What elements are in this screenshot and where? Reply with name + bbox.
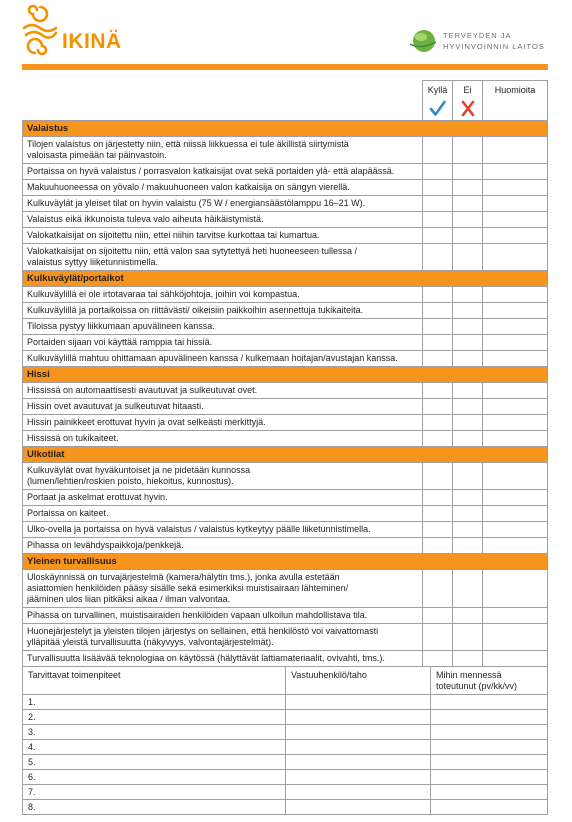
checklist-item-text: Portaissa on hyvä valaistus / porrasvalon katkaisijat ovat sekä portaiden ylä- että alapäässä. <box>23 164 423 180</box>
no-answer-cell <box>453 463 483 490</box>
checklist-item-text: Portaiden sijaan voi käyttää ramppia tai hissiä. <box>23 335 423 351</box>
no-answer-cell <box>453 608 483 624</box>
action-number: 1. <box>23 695 286 710</box>
yes-answer-cell <box>423 415 453 431</box>
notes-cell <box>483 351 548 367</box>
notes-cell <box>483 415 548 431</box>
yes-answer-cell <box>423 164 453 180</box>
checklist-item-row <box>23 196 548 212</box>
checklist-item-row <box>23 415 548 431</box>
notes-cell <box>483 570 548 608</box>
deadline-cell <box>431 785 548 800</box>
checklist-item-text: Kulkuväylillä ei ole irtotavaraa tai sähköjohtoja, joihin voi kompastua. <box>23 287 423 303</box>
checklist-item-text: Kulkuväylillä ja portaikoissa on riittävästi/ oikeisiin paikkoihin asennettuja tukikaiteita. <box>23 303 423 319</box>
checkmark-icon <box>429 100 446 117</box>
section-title: Valaistus <box>23 121 548 137</box>
no-answer-cell <box>453 351 483 367</box>
notes-cell <box>483 506 548 522</box>
notes-cell <box>483 538 548 554</box>
yes-answer-cell <box>423 180 453 196</box>
checklist-item-row <box>23 506 548 522</box>
checklist-item-text: Makuuhuoneessa on yövalo / makuuhuoneen valon katkaisija on sängyn vierellä. <box>23 180 423 196</box>
checklist-item-row <box>23 490 548 506</box>
checklist-item-row <box>23 228 548 244</box>
responsible-cell <box>286 785 431 800</box>
checklist-item-row <box>23 383 548 399</box>
no-answer-cell <box>453 335 483 351</box>
no-column-header <box>453 81 483 121</box>
no-answer-cell <box>453 383 483 399</box>
no-answer-cell <box>453 228 483 244</box>
no-answer-cell <box>453 180 483 196</box>
brand-name: IKINÄ <box>62 30 122 53</box>
notes-cell <box>483 164 548 180</box>
action-number: 5. <box>23 755 286 770</box>
deadline-cell <box>431 725 548 740</box>
notes-cell <box>483 212 548 228</box>
notes-cell <box>483 651 548 667</box>
deadline-cell <box>431 695 548 710</box>
checklist-item-text: Hississä on automaattisesti avautuvat ja sulkeutuvat ovet. <box>23 383 423 399</box>
checklist-item-row <box>23 522 548 538</box>
checklist-item-text: Kulkuväylillä mahtuu ohittamaan apuvälineen kanssa / kulkemaan hoitajan/avustajan kanssa. <box>23 351 423 367</box>
header-divider <box>22 64 548 70</box>
notes-cell <box>483 335 548 351</box>
checklist-item-text: Ulko-ovella ja portaissa on hyvä valaistus / valaistus kytkeytyy päälle liiketunnistimella. <box>23 522 423 538</box>
notes-cell <box>483 303 548 319</box>
no-answer-cell <box>453 570 483 608</box>
checklist-item-row <box>23 538 548 554</box>
responsible-cell <box>286 800 431 815</box>
checklist-item-text: Turvallisuutta lisäävää teknologiaa on käytössä (hälyttävät lattiamateriaalit, ovivahti, tms.). <box>23 651 423 667</box>
checklist-item-text: Tiloissa pystyy liikkumaan apuvälineen kanssa. <box>23 319 423 335</box>
org-name-line-1: TERVEYDEN JA <box>443 31 512 40</box>
responsible-cell <box>286 695 431 710</box>
yes-answer-cell <box>423 303 453 319</box>
deadline-cell <box>431 770 548 785</box>
yes-answer-cell <box>423 522 453 538</box>
no-answer-cell <box>453 651 483 667</box>
checklist-item-text: Portaat ja askelmat erottuvat hyvin. <box>23 490 423 506</box>
notes-cell <box>483 287 548 303</box>
notes-cell <box>483 431 548 447</box>
yes-column-header <box>423 81 453 121</box>
deadline-cell <box>431 755 548 770</box>
yes-answer-cell <box>423 244 453 271</box>
responsible-cell <box>286 755 431 770</box>
ikina-logo <box>20 3 120 57</box>
action-number: 8. <box>23 800 286 815</box>
no-answer-cell <box>453 624 483 651</box>
checklist-item-row <box>23 164 548 180</box>
checklist-item-text: Huonejärjestelyt ja yleisten tilojen järjestys on sellainen, että henkilöstö voi vaivattomasti ylläpitää yleistä turvallisuutta (näkyvyys, valvontajärjestelmät). <box>23 624 423 651</box>
action-row <box>23 710 548 725</box>
checklist-item-row <box>23 244 548 271</box>
yes-answer-cell <box>423 383 453 399</box>
notes-cell <box>483 463 548 490</box>
yes-answer-cell <box>423 608 453 624</box>
thl-logo <box>408 28 550 54</box>
section-header-row <box>23 121 548 137</box>
action-number: 7. <box>23 785 286 800</box>
yes-answer-cell <box>423 651 453 667</box>
section-title: Hissi <box>23 367 548 383</box>
no-answer-cell <box>453 164 483 180</box>
checklist-item-row <box>23 303 548 319</box>
checklist-item-row <box>23 570 548 608</box>
notes-cell <box>483 196 548 212</box>
action-number: 4. <box>23 740 286 755</box>
checklist-item-row <box>23 351 548 367</box>
checklist-item-text: Hissin ovet avautuvat ja sulkeutuvat hitaasti. <box>23 399 423 415</box>
checklist-item-row <box>23 180 548 196</box>
no-answer-cell <box>453 212 483 228</box>
deadline-cell <box>431 710 548 725</box>
no-answer-cell <box>453 137 483 164</box>
notes-cell <box>483 608 548 624</box>
no-answer-cell <box>453 399 483 415</box>
yes-answer-cell <box>423 351 453 367</box>
action-row <box>23 800 548 815</box>
ikina-swirl-icon <box>20 3 62 57</box>
notes-cell <box>483 180 548 196</box>
yes-answer-cell <box>423 335 453 351</box>
yes-answer-cell <box>423 228 453 244</box>
checklist-item-row <box>23 399 548 415</box>
section-title: Yleinen turvallisuus <box>23 554 548 570</box>
yes-answer-cell <box>423 137 453 164</box>
deadline-cell <box>431 800 548 815</box>
no-answer-cell <box>453 303 483 319</box>
no-answer-cell <box>453 431 483 447</box>
section-title: Ulkotilat <box>23 447 548 463</box>
responsible-cell <box>286 770 431 785</box>
checklist-item-row <box>23 212 548 228</box>
yes-answer-cell <box>423 319 453 335</box>
notes-cell <box>483 624 548 651</box>
notes-cell <box>483 522 548 538</box>
checklist-item-row <box>23 608 548 624</box>
checklist-body <box>23 81 548 667</box>
checklist-item-text: Pihassa on turvallinen, muistisairaiden henkilöiden vapaan ulkoilun mahdollistava tila. <box>23 608 423 624</box>
actions-table <box>22 666 548 815</box>
notes-cell <box>483 244 548 271</box>
yes-answer-cell <box>423 287 453 303</box>
checklist-form <box>22 80 547 815</box>
notes-label: Huomioita <box>494 85 536 95</box>
yes-answer-cell <box>423 196 453 212</box>
checklist-item-text: Hississä on tukikaiteet. <box>23 431 423 447</box>
checklist-item-text: Kulkuväylät ovat hyväkuntoiset ja ne pidetään kunnossa (lumen/lehtien/roskien poisto, hiekoitus, kunnostus). <box>23 463 423 490</box>
notes-cell <box>483 319 548 335</box>
yes-answer-cell <box>423 490 453 506</box>
checklist-item-row <box>23 137 548 164</box>
thl-globe-icon <box>408 28 438 54</box>
column-header-row <box>23 81 548 121</box>
checklist-item-row <box>23 431 548 447</box>
action-row <box>23 740 548 755</box>
yes-answer-cell <box>423 431 453 447</box>
checklist-item-text: Kulkuväylät ja yleiset tilat on hyvin valaistu (75 W / energiansäästölamppu 16–21 W). <box>23 196 423 212</box>
deadline-header: Mihin mennessä toteutunut (pv/kk/vv) <box>431 667 548 695</box>
action-number: 2. <box>23 710 286 725</box>
notes-cell <box>483 228 548 244</box>
checklist-item-text: Pihassa on levähdyspaikkoja/penkkejä. <box>23 538 423 554</box>
blank-header-cell <box>23 81 423 121</box>
section-header-row <box>23 554 548 570</box>
org-name-line-2: HYVINVOINNIN LAITOS <box>443 42 545 51</box>
checklist-item-text: Portaissa on kaiteet. <box>23 506 423 522</box>
yes-answer-cell <box>423 212 453 228</box>
action-row <box>23 755 548 770</box>
no-answer-cell <box>453 490 483 506</box>
no-answer-cell <box>453 522 483 538</box>
checklist-item-row <box>23 287 548 303</box>
checklist-item-text: Uloskäynnissä on turvajärjestelmä (kamera/hälytin tms.), jonka avulla estetään asiattomien henkilöiden pääsy sisälle sekä esimerkiksi muistisairaan lähteminen/ jääminen ulos liian pitkäksi aikaa / ilman valvontaa. <box>23 570 423 608</box>
yes-answer-cell <box>423 399 453 415</box>
notes-cell <box>483 383 548 399</box>
checklist-item-text: Valaistus eikä ikkunoista tuleva valo aiheuta häikäistymistä. <box>23 212 423 228</box>
actions-body <box>23 667 548 815</box>
checklist-item-row <box>23 335 548 351</box>
checklist-item-text: Valokatkaisijat on sijoitettu niin, ettei niihin tarvitse kurkottaa tai kumartua. <box>23 228 423 244</box>
no-answer-cell <box>453 196 483 212</box>
section-header-row <box>23 271 548 287</box>
responsible-cell <box>286 710 431 725</box>
action-number: 3. <box>23 725 286 740</box>
checklist-item-row <box>23 651 548 667</box>
cross-icon <box>461 100 475 117</box>
yes-answer-cell <box>423 538 453 554</box>
measures-header: Tarvittavat toimenpiteet <box>23 667 286 695</box>
no-answer-cell <box>453 538 483 554</box>
yes-answer-cell <box>423 506 453 522</box>
yes-label: Kyllä <box>427 85 448 95</box>
notes-column-header <box>483 81 548 121</box>
deadline-cell <box>431 740 548 755</box>
no-label: Ei <box>463 85 472 95</box>
yes-answer-cell <box>423 570 453 608</box>
action-row <box>23 695 548 710</box>
responsible-cell <box>286 740 431 755</box>
no-answer-cell <box>453 506 483 522</box>
checklist-table <box>22 80 548 667</box>
checklist-item-row <box>23 624 548 651</box>
notes-cell <box>483 399 548 415</box>
no-answer-cell <box>453 244 483 271</box>
checklist-item-text: Valokatkaisijat on sijoitettu niin, että valon saa sytytettyä heti huoneeseen tullessa / valaistus syttyy liiketunnistimella. <box>23 244 423 271</box>
notes-cell <box>483 137 548 164</box>
action-number: 6. <box>23 770 286 785</box>
section-header-row <box>23 367 548 383</box>
notes-cell <box>483 490 548 506</box>
checklist-item-text: Hissin painikkeet erottuvat hyvin ja ovat selkeästi merkittyjä. <box>23 415 423 431</box>
section-title: Kulkuväylät/portaikot <box>23 271 548 287</box>
no-answer-cell <box>453 319 483 335</box>
action-row <box>23 785 548 800</box>
checklist-item-text: Tilojen valaistus on järjestetty niin, että niissä liikkuessa ei tule äkillistä siirtymistä valoisasta pimeään tai päinvastoin. <box>23 137 423 164</box>
responsible-header: Vastuuhenkilö/taho <box>286 667 431 695</box>
actions-header-row <box>23 667 548 695</box>
no-answer-cell <box>453 415 483 431</box>
yes-answer-cell <box>423 624 453 651</box>
action-row <box>23 725 548 740</box>
no-answer-cell <box>453 287 483 303</box>
checklist-item-row <box>23 319 548 335</box>
action-row <box>23 770 548 785</box>
yes-answer-cell <box>423 463 453 490</box>
responsible-cell <box>286 725 431 740</box>
checklist-item-row <box>23 463 548 490</box>
section-header-row <box>23 447 548 463</box>
